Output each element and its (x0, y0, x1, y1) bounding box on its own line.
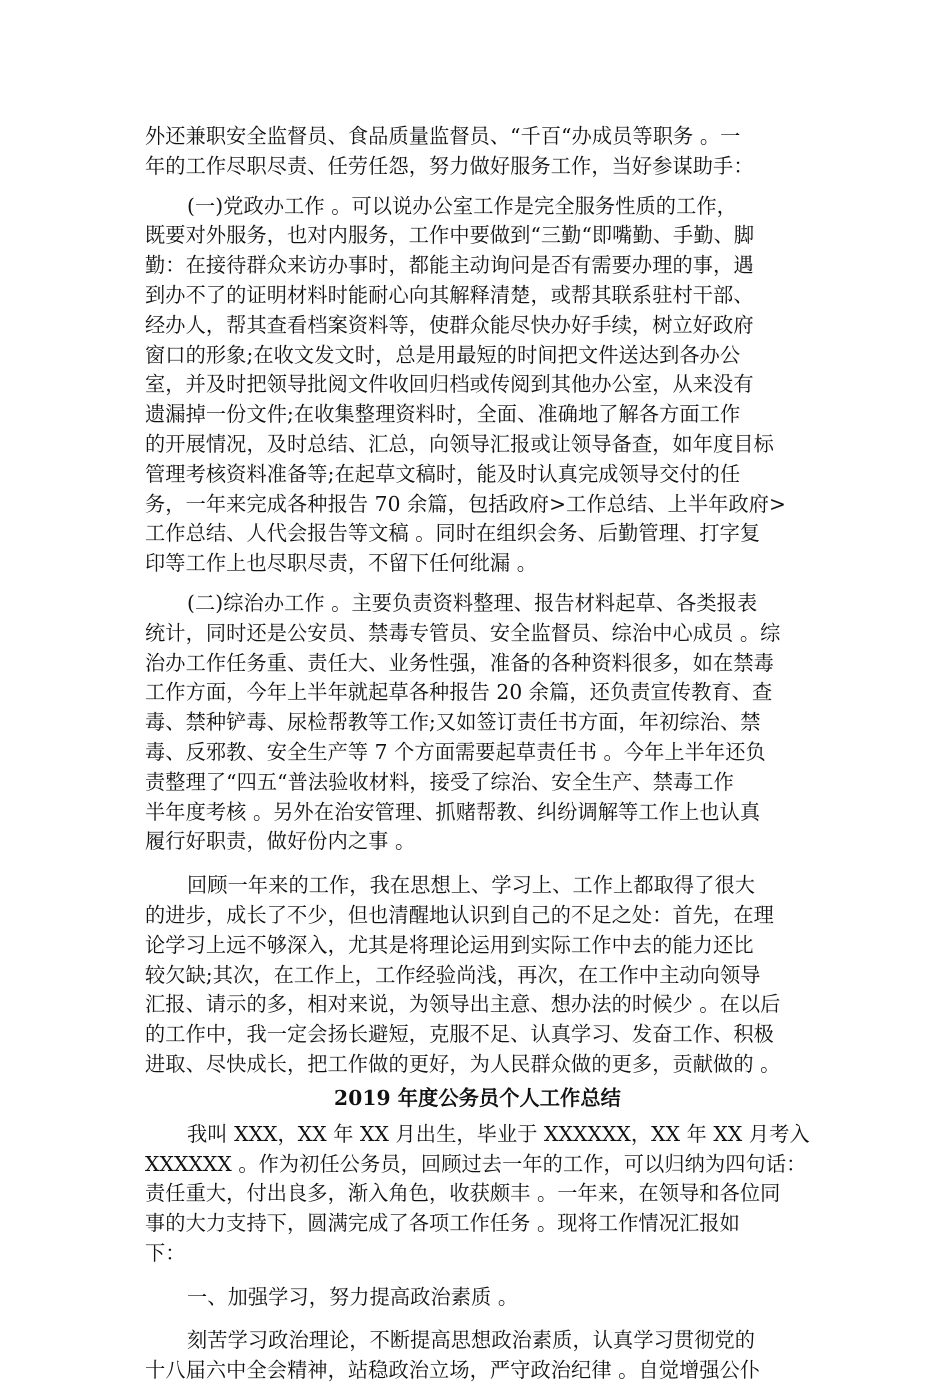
text-line: 外还兼职安全监督员、食品质量监督员、“千百“办成员等职务 。一 (145, 124, 741, 148)
text-line: 既要对外服务，也对内服务，工作中要做到“三勤“即嘴勤、手勤、脚 (145, 223, 755, 248)
text-line: 毒、禁种铲毒、尿检帮教等工作;又如签订责任书方面，年初综治、禁 (145, 710, 761, 735)
text-line: 进取、尽快成长，把工作做的更好，为人民群众做的更多，贡献做的 。 (145, 1051, 781, 1076)
party-office-paragraph (145, 192, 810, 579)
text-line: 工作总结、人代会报告等文稿 。同时在组织会务、后勤管理、打字复 (145, 521, 761, 546)
comprehensive-office-paragraph (145, 589, 810, 857)
text-line: 履行好职责，做好份内之事 。 (145, 829, 416, 854)
text-line: 毒、反邪教、安全生产等 7 个方面需要起草责任书 。今年上半年还负 (145, 739, 766, 764)
text-line: 工作方面，今年上半年就起草各种报告 20 余篇，还负责宣传教育、查 (145, 680, 773, 705)
text-line: 遗漏掉一份文件;在收集整理资料时，全面、准确地了解各方面工作 (145, 402, 741, 427)
text-line: 事的大力支持下，圆满完成了各项工作任务 。现将工作情况汇报如 (145, 1211, 740, 1236)
text-line: 窗口的形象;在收文发文时，总是用最短的时间把文件送达到各办公 (145, 342, 741, 367)
text-line: 回顾一年来的工作，我在思想上、学习上、工作上都取得了很大 (187, 873, 756, 898)
text-line: 的工作中，我一定会扬长避短，克服不足、认真学习、发奋工作、积极 (145, 1022, 774, 1047)
text-line: 较欠缺;其次，在工作上，工作经验尚浅，再次，在工作中主动向领导 (145, 962, 761, 987)
text-line: 印等工作上也尽职尽责，不留下任何纰漏 。 (145, 551, 537, 576)
text-line: 十八届六中全会精神，站稳政治立场，严守政治纪律 。自觉增强公仆 (145, 1358, 761, 1383)
text-line: 管理考核资料准备等;在起草文稿时，能及时认真完成领导交付的任 (145, 461, 741, 486)
text-line: 务，一年来完成各种报告 70 余篇，包括政府>工作总结、上半年政府> (145, 491, 787, 516)
text-line: 责任重大，付出良多，渐入角色，收获颇丰 。一年来，在领导和各位同 (145, 1181, 781, 1206)
intro-paragraph (145, 122, 810, 182)
text-line: 年的工作尽职尽责、任劳任怨，努力做好服务工作，当好参谋助手： (145, 153, 754, 178)
text-line: 的开展情况，及时总结、汇总，向领导汇报或让领导备查，如年度目标 (145, 431, 774, 456)
text-line: 室，并及时把领导批阅文件收回归档或传阅到其他办公室，从来没有 (145, 372, 754, 397)
document-title: 2019 年度公务员个人工作总结 (334, 1085, 621, 1110)
text-line: (二)综治办工作 。主要负责资料整理、报告材料起草、各类报表 (187, 590, 758, 615)
text-line: (一)党政办工作 。可以说办公室工作是完全服务性质的工作， (187, 193, 737, 218)
self-intro-paragraph (145, 1120, 810, 1269)
text-line: 的进步，成长了不少，但也清醒地认识到自己的不足之处：首先，在理 (145, 902, 774, 927)
text-line: 论学习上远不够深入，尤其是将理论运用到实际工作中去的能力还比 (145, 932, 754, 957)
text-line: 治办工作任务重、责任大、业务性强，准备的各种资料很多，如在禁毒 (145, 650, 774, 675)
text-line: 到办不了的证明材料时能耐心向其解释清楚，或帮其联系驻村干部、 (145, 282, 754, 307)
section-heading: 一、加强学习，努力提高政治素质 。 (187, 1284, 519, 1309)
text-line: 半年度考核 。另外在治安管理、抓赌帮教、纠纷调解等工作上也认真 (145, 799, 761, 824)
study-paragraph (145, 1326, 810, 1386)
review-paragraph (145, 871, 810, 1080)
text-line: 汇报、请示的多，相对来说，为领导出主意、想办法的时候少 。在以后 (145, 992, 781, 1017)
document-page (145, 122, 810, 1386)
text-line: 统计，同时还是公安员、禁毒专管员、安全监督员、综治中心成员 。综 (145, 620, 781, 645)
text-line: 我叫 XXX，XX 年 XX 月出生，毕业于 XXXXXX，XX 年 XX 月考入 (187, 1121, 810, 1146)
text-line: 下： (145, 1240, 186, 1265)
text-line: 责整理了“四五“普法验收材料，接受了综治、安全生产、禁毒工作 (145, 769, 734, 794)
text-line: 经办人，帮其查看档案资料等，使群众能尽快办好手续，树立好政府 (145, 312, 754, 337)
text-line: XXXXXX 。作为初任公务员，回顾过去一年的工作，可以归纳为四句话： (145, 1151, 807, 1176)
text-line: 刻苦学习政治理论，不断提高思想政治素质，认真学习贯彻党的 (187, 1328, 756, 1353)
text-line: 勤：在接待群众来访办事时，都能主动询问是否有需要办理的事，遇 (145, 253, 754, 278)
